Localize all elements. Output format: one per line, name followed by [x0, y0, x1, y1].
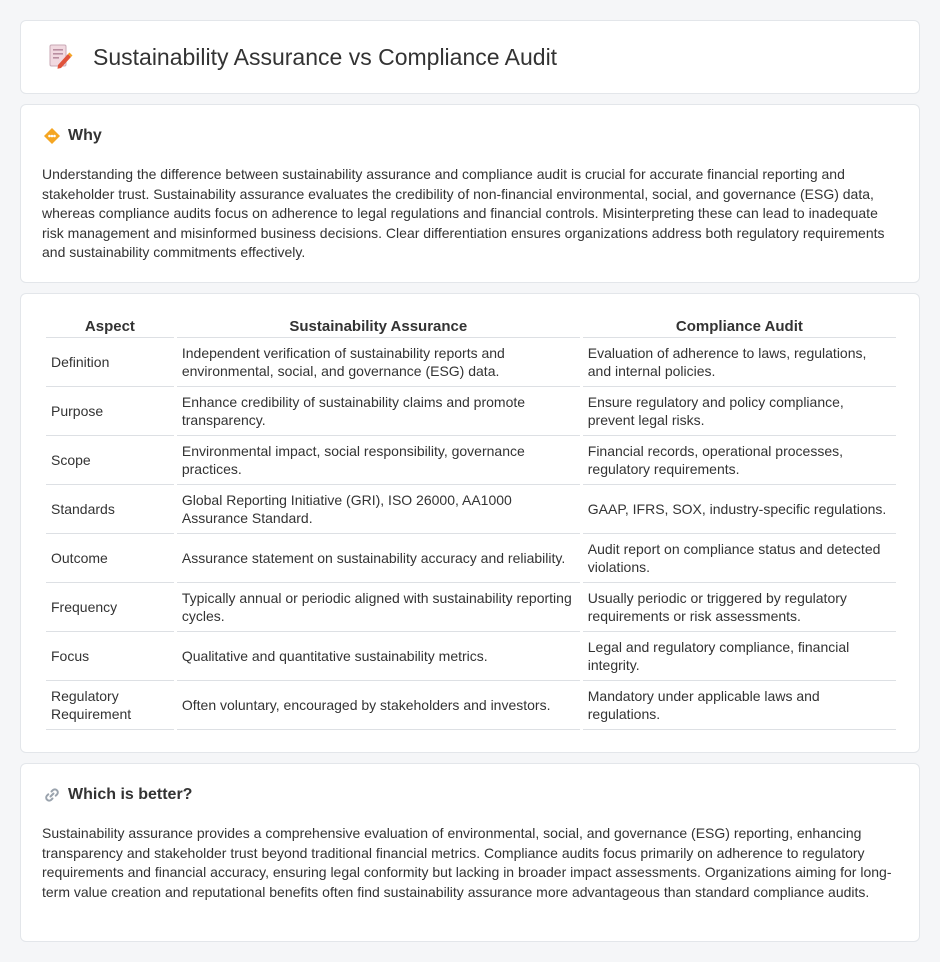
row-compliance-value: Evaluation of adherence to laws, regulations, and internal policies.: [583, 338, 896, 387]
row-compliance-value: GAAP, IFRS, SOX, industry-specific regulations.: [583, 485, 896, 534]
table-row: [46, 534, 896, 583]
row-aspect: Purpose: [46, 387, 174, 436]
row-compliance-value: Ensure regulatory and policy compliance, prevent legal risks.: [583, 387, 896, 436]
row-aspect: Focus: [46, 632, 174, 681]
table-row: [46, 338, 896, 387]
row-sustainability-value: Enhance credibility of sustainability claims and promote transparency.: [177, 387, 580, 436]
better-text: Sustainability assurance provides a comprehensive evaluation of environmental, social, and governance (ESG) reporting, enhancing transparency and stakeholder trust beyond traditional financial metrics. Compliance audits focus primarily on adherence to regulatory requirements and financial accuracy, ensuring legal conformity but lacking in broader impact assessments. Organizations aiming for long-term value creation and reputational benefits often find sustainability assurance more advantageous than standard compliance audits.: [42, 825, 892, 900]
row-aspect: Frequency: [46, 583, 174, 632]
why-section: [20, 104, 920, 283]
row-compliance-value: Legal and regulatory compliance, financial integrity.: [583, 632, 896, 681]
row-compliance-value: Mandatory under applicable laws and regulations.: [583, 681, 896, 730]
link-icon: [43, 786, 61, 804]
comparison-table: [43, 316, 899, 730]
row-compliance-value: Usually periodic or triggered by regulatory requirements or risk assessments.: [583, 583, 896, 632]
comparison-table-section: [20, 293, 920, 753]
row-sustainability-value: Assurance statement on sustainability accuracy and reliability.: [177, 534, 580, 583]
row-sustainability-value: Often voluntary, encouraged by stakeholders and investors.: [177, 681, 580, 730]
row-aspect: Definition: [46, 338, 174, 387]
better-heading: Which is better?: [68, 786, 193, 803]
title-card: [20, 20, 920, 94]
row-sustainability-value: Environmental impact, social responsibility, governance practices.: [177, 436, 580, 485]
row-sustainability-value: Typically annual or periodic aligned with sustainability reporting cycles.: [177, 583, 580, 632]
row-sustainability-value: Global Reporting Initiative (GRI), ISO 26000, AA1000 Assurance Standard.: [177, 485, 580, 534]
header-sustainability-assurance: Sustainability Assurance: [177, 316, 580, 338]
row-aspect: Standards: [46, 485, 174, 534]
row-compliance-value: Audit report on compliance status and detected violations.: [583, 534, 896, 583]
why-text: Understanding the difference between sustainability assurance and compliance audit is crucial for accurate financial reporting and stakeholder trust. Sustainability assurance evaluates the credibility of non-financial environmental, social, and governance (ESG) data, whereas compliance audits focus on adherence to legal regulations and financial controls. Misinterpreting these can lead to inadequate risk management and misinformed business decisions. Clear differentiation ensures organizations address both regulatory requirements and sustainability commitments effectively.: [42, 166, 885, 261]
why-heading: Why: [68, 127, 102, 144]
table-row: [46, 485, 896, 534]
table-row: [46, 436, 896, 485]
table-row: [46, 583, 896, 632]
row-sustainability-value: Independent verification of sustainability reports and environmental, social, and governance (ESG) data.: [177, 338, 580, 387]
table-header-row: [46, 316, 896, 338]
row-compliance-value: Financial records, operational processes, regulatory requirements.: [583, 436, 896, 485]
row-sustainability-value: Qualitative and quantitative sustainability metrics.: [177, 632, 580, 681]
table-row: [46, 681, 896, 730]
document-edit-icon: [47, 43, 73, 71]
header-aspect: Aspect: [46, 316, 174, 338]
page-title: Sustainability Assurance vs Compliance Audit: [93, 43, 558, 70]
table-row: [46, 632, 896, 681]
row-aspect: Scope: [46, 436, 174, 485]
header-compliance-audit: Compliance Audit: [583, 316, 896, 338]
row-aspect: Regulatory Requirement: [46, 681, 174, 730]
which-is-better-section: [20, 763, 920, 942]
row-aspect: Outcome: [46, 534, 174, 583]
diamond-warning-icon: [43, 127, 61, 145]
table-row: [46, 387, 896, 436]
